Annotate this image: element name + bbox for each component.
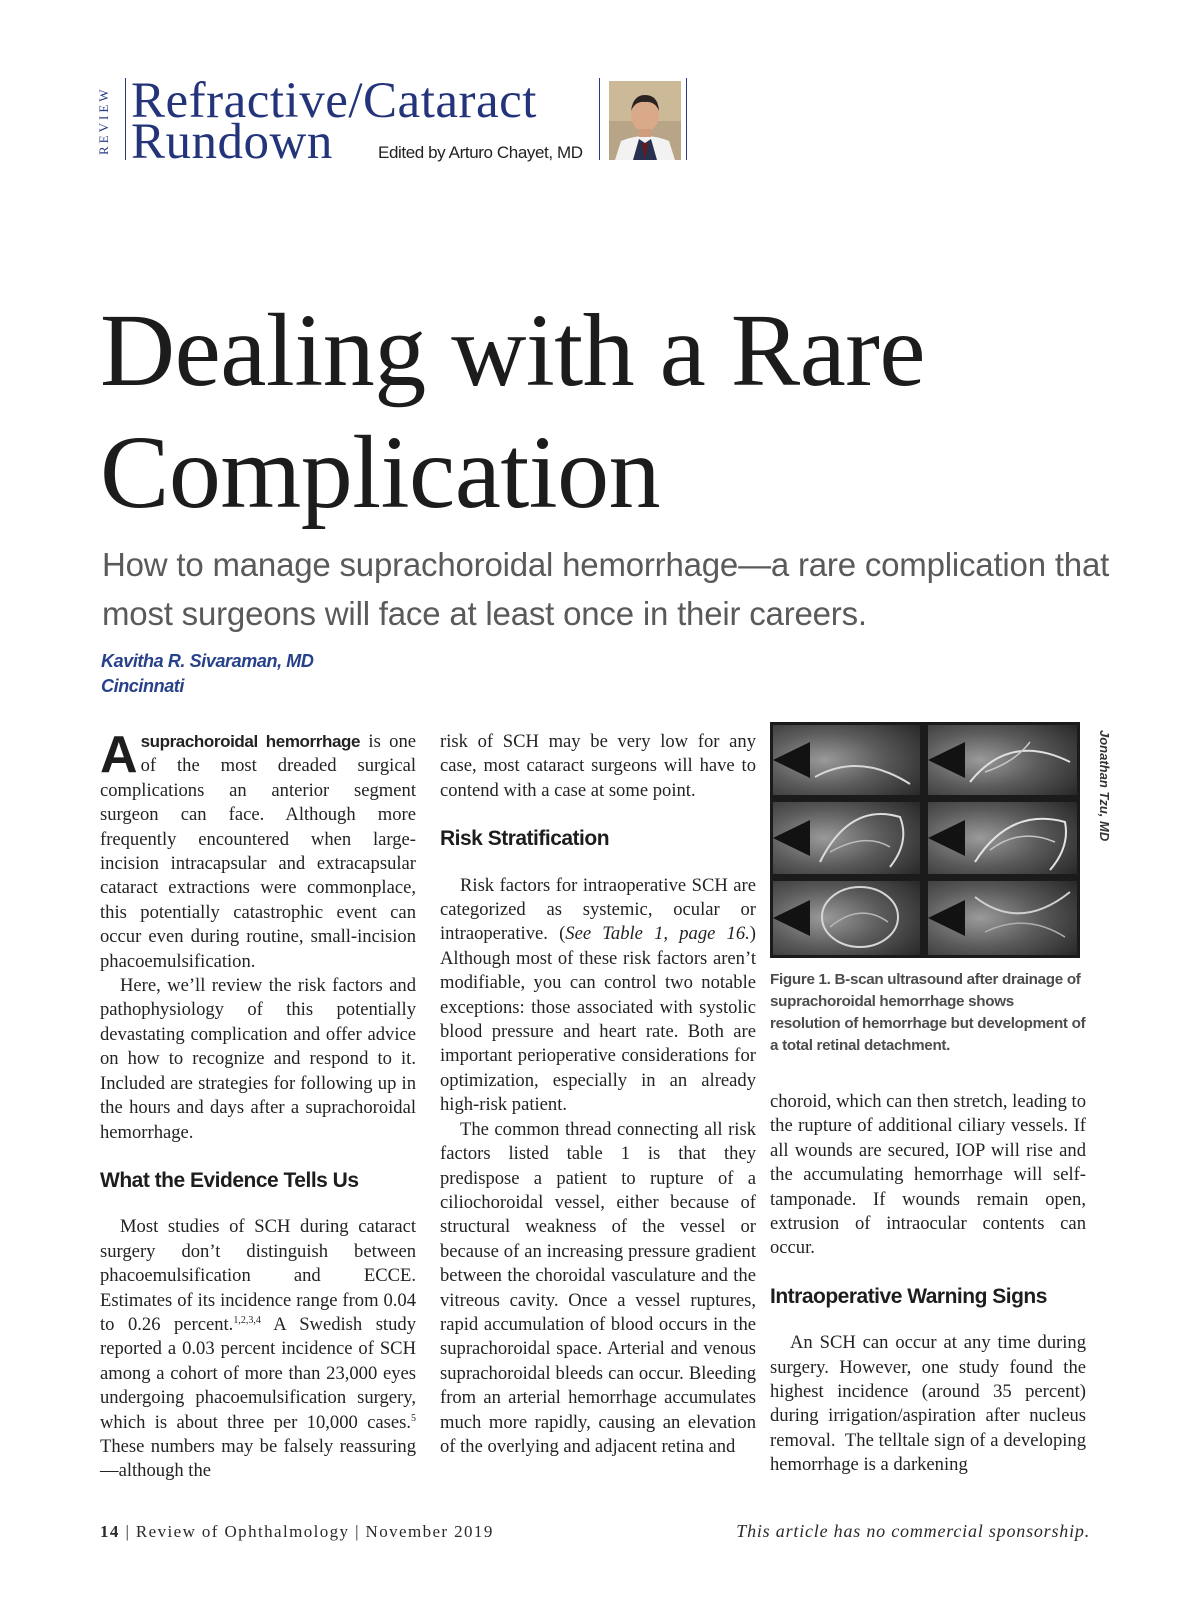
intro-lead-in: suprachoroidal hemorrhage — [140, 732, 361, 751]
department-title: Refractive/Cataract — [131, 73, 537, 129]
body-column-1 — [100, 726, 416, 1484]
risk-text: ) Although most of these risk factors aren’t modifiable, you can control two notable exceptions: those associated with systolic blood pressure and heart rate. Both are important perioperative considerations for optimization, especially in an already high-risk patient. — [440, 923, 756, 1116]
article-dek: How to manage suprachoroidal hemorrhage—a rare complication that most surgeons will face at least once in their careers. — [102, 546, 1110, 632]
publication-line: | Review of Ophthalmology | November 2019 — [119, 1522, 494, 1541]
body-paragraph: Here, we’ll review the risk factors and pathophysiology of this potentially devastating complication and offer advice on how to recognize and respond to it. Included are strategies for following up in the hours and days after a suprachoroidal hemorrhage. — [100, 975, 416, 1143]
editor-credit: Edited by Arturo Chayet, MD — [378, 143, 583, 162]
citation-superscript: 1,2,3,4 — [233, 1314, 261, 1326]
header-divider — [125, 78, 126, 160]
ultrasound-frame — [773, 725, 920, 795]
evidence-text: A Swedish study reported a 0.03 percent incidence of SCH among a cohort of more than 23,000 eyes undergoing phacoemulsification surgery, which is about three per 10,000 cases. — [100, 1313, 416, 1433]
evidence-text: Most studies of SCH during cataract surgery don’t distinguish between phacoemulsification and ECCE. Estimates of its incidence range from 0.04 to 0.26 percent. — [100, 1216, 416, 1335]
intro-paragraph — [100, 726, 416, 974]
continued-paragraph: risk of SCH may be very low for any case, most cataract surgeons will have to contend with a case at some point. — [440, 731, 756, 801]
evidence-paragraph — [100, 1215, 416, 1483]
editor-photo — [609, 81, 681, 160]
article-title: Dealing with a Rare Complication — [100, 293, 926, 530]
section-heading-risk: Risk Stratification — [440, 827, 610, 851]
ultrasound-frame — [773, 802, 920, 874]
page-folio — [100, 1522, 494, 1542]
section-heading-warning: Intraoperative Warning Signs — [770, 1284, 1047, 1308]
continued-paragraph: choroid, which can then stretch, leading to the rupture of additional ciliary vessels. If all wounds are secured, IOP will rise and the accumulating hemorrhage will self-tamponade. If wounds remain open, extrusion of intraocular contents can occur. — [770, 1091, 1086, 1259]
body-column-2 — [440, 730, 756, 1459]
body-paragraph: An SCH can occur at any time during surgery. However, one study found the highest incidence (around 35 percent) during irrigation/aspiration after nucleus removal. The telltale sign of a developing hemorrhage is a darkening — [770, 1332, 1086, 1476]
ultrasound-frame — [928, 802, 1077, 874]
figure-caption: Figure 1. B-scan ultrasound after drainage of suprachoroidal hemorrhage shows resolution of hemorrhage but development of a total retinal detachment. — [770, 971, 1086, 1054]
department-subtitle: Rundown — [131, 114, 333, 170]
section-heading-evidence: What the Evidence Tells Us — [100, 1168, 359, 1192]
table-reference: See Table 1, page 16. — [565, 923, 750, 945]
header-divider — [686, 78, 687, 160]
risk-text: Risk factors for intraoperative SCH are categorized as systemic, ocular or intraoperative. ( — [440, 874, 756, 945]
sponsorship-note: This article has no commercial sponsorship. — [736, 1521, 1090, 1541]
figure-ultrasound-grid — [770, 722, 1080, 958]
ultrasound-frame — [773, 881, 920, 955]
section-tag: REVIEW — [96, 86, 111, 156]
intro-text: is one of the most dreaded surgical complications an anterior segment surgeon can face. Although more frequently encountered when large-incision intracapsular and extracapsular cataract extractions were commonplace, this potentially catastrophic event can occur even during routine, small-incision phacoemulsification. — [100, 731, 416, 972]
citation-superscript: 5 — [411, 1412, 416, 1424]
body-paragraph: The common thread connecting all risk factors listed table 1 is that they predispose a patient to rupture of a ciliochoroidal vessel, either because of structural weakness of the vessel or because of an increasing pressure gradient between the choroidal vasculature and the vitreous cavity. Once a vessel ruptures, rapid accumulation of blood occurs in the suprachoroidal space. Arterial and venous suprachoroidal bleeds can occur. Bleeding from an arterial hemorrhage accumulates much more rapidly, causing an elevation of the overlying and adjacent retina and — [440, 1118, 756, 1457]
page-number: 14 — [100, 1522, 120, 1541]
ultrasound-frame — [928, 725, 1077, 795]
drop-cap: A — [100, 726, 138, 784]
author-location: Cincinnati — [101, 676, 185, 696]
evidence-text: These numbers may be falsely reassuring—although the — [100, 1435, 416, 1482]
body-column-3 — [770, 1090, 1086, 1478]
ultrasound-frame — [928, 881, 1077, 955]
risk-paragraph — [440, 874, 756, 1118]
author-name: Kavitha R. Sivaraman, MD — [101, 651, 314, 671]
header-divider — [599, 78, 600, 160]
photo-credit: Jonathan Tzu, MD — [1097, 730, 1112, 842]
